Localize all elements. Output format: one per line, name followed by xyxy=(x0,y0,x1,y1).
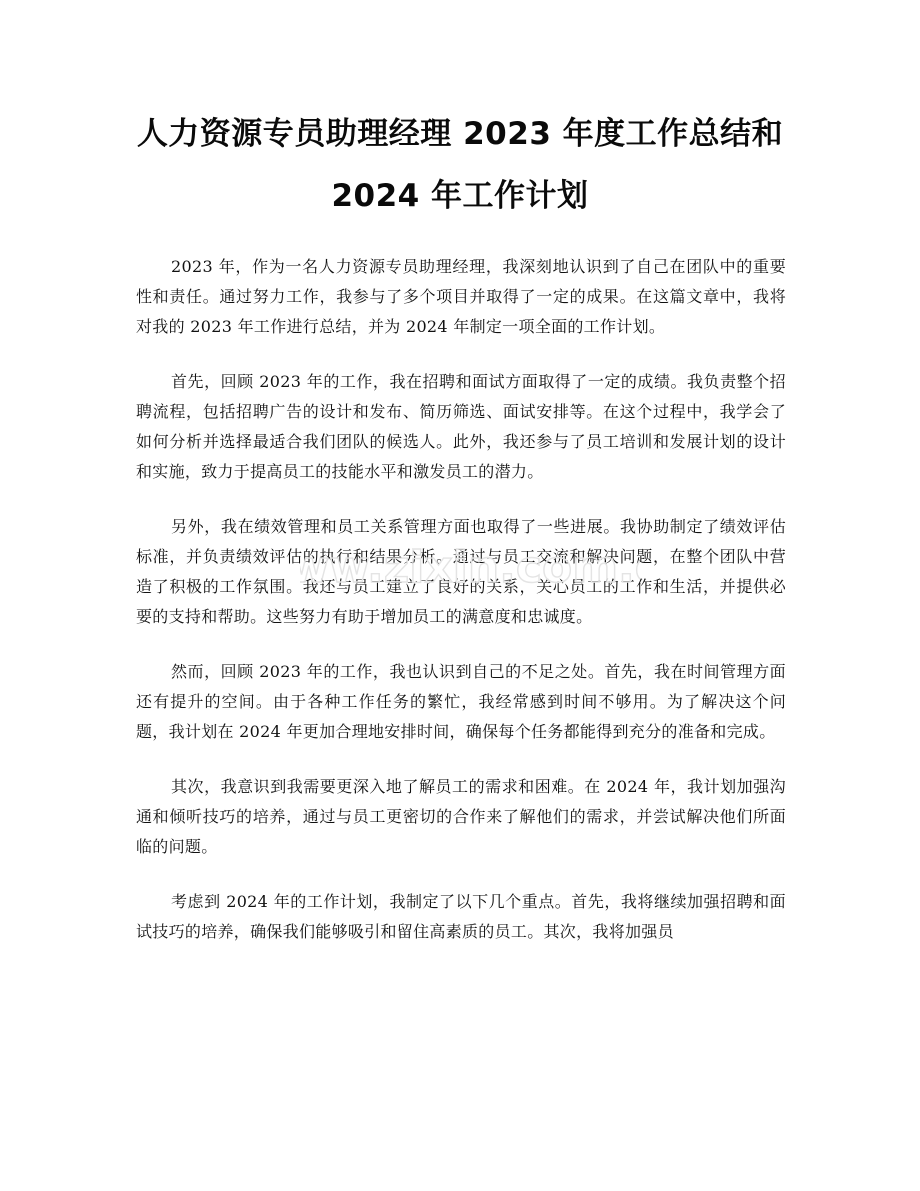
paragraph-6: 考虑到 2024 年的工作计划，我制定了以下几个重点。首先，我将继续加强招聘和面试技巧的培养，确保我们能够吸引和留住高素质的员工。其次，我将加强员 xyxy=(136,892,786,941)
paragraph-3: 另外，我在绩效管理和员工关系管理方面也取得了一些进展。我协助制定了绩效评估标准，并负责绩效评估的执行和结果分析。通过与员工交流和解决问题，在整个团队中营造了积极的工作氛围。我还与员工建立了良好的关系，关心员工的工作和生活，并提供必要的支持和帮助。这些努力有助于增加员工的满意度和忠诚度。 xyxy=(136,517,786,626)
paragraph-4: 然而，回顾 2023 年的工作，我也认识到自己的不足之处。首先，我在时间管理方面还有提升的空间。由于各种工作任务的繁忙，我经常感到时间不够用。为了解决这个问题，我计划在 2024 年更加合理地安排时间，确保每个任务都能得到充分的准备和完成。 xyxy=(136,662,786,741)
paragraph-5: 其次，我意识到我需要更深入地了解员工的需求和困难。在 2024 年，我计划加强沟通和倾听技巧的培养，通过与员工更密切的合作来了解他们的需求，并尝试解决他们所面临的问题。 xyxy=(136,777,786,856)
title-line-2: 2024 年工作计划 xyxy=(331,178,589,214)
paragraph-1: 2023 年，作为一名人力资源专员助理经理，我深刻地认识到了自己在团队中的重要性和责任。通过努力工作，我参与了多个项目并取得了一定的成果。在这篇文章中，我将对我的 2023 年工作进行总结，并为 2024 年制定一项全面的工作计划。 xyxy=(136,257,786,336)
title-line-1: 人力资源专员助理经理 2023 年度工作总结和 xyxy=(136,116,784,152)
watermark-text: ww.zixin.com. xyxy=(300,542,635,593)
document-title xyxy=(120,103,800,227)
document-body xyxy=(136,252,786,972)
paragraph-2: 首先，回顾 2023 年的工作，我在招聘和面试方面取得了一定的成绩。我负责整个招聘流程，包括招聘广告的设计和发布、简历筛选、面试安排等。在这个过程中，我学会了如何分析并选择最适合我们团队的候选人。此外，我还参与了员工培训和发展计划的设计和实施，致力于提高员工的技能水平和激发员工的潜力。 xyxy=(136,372,786,481)
